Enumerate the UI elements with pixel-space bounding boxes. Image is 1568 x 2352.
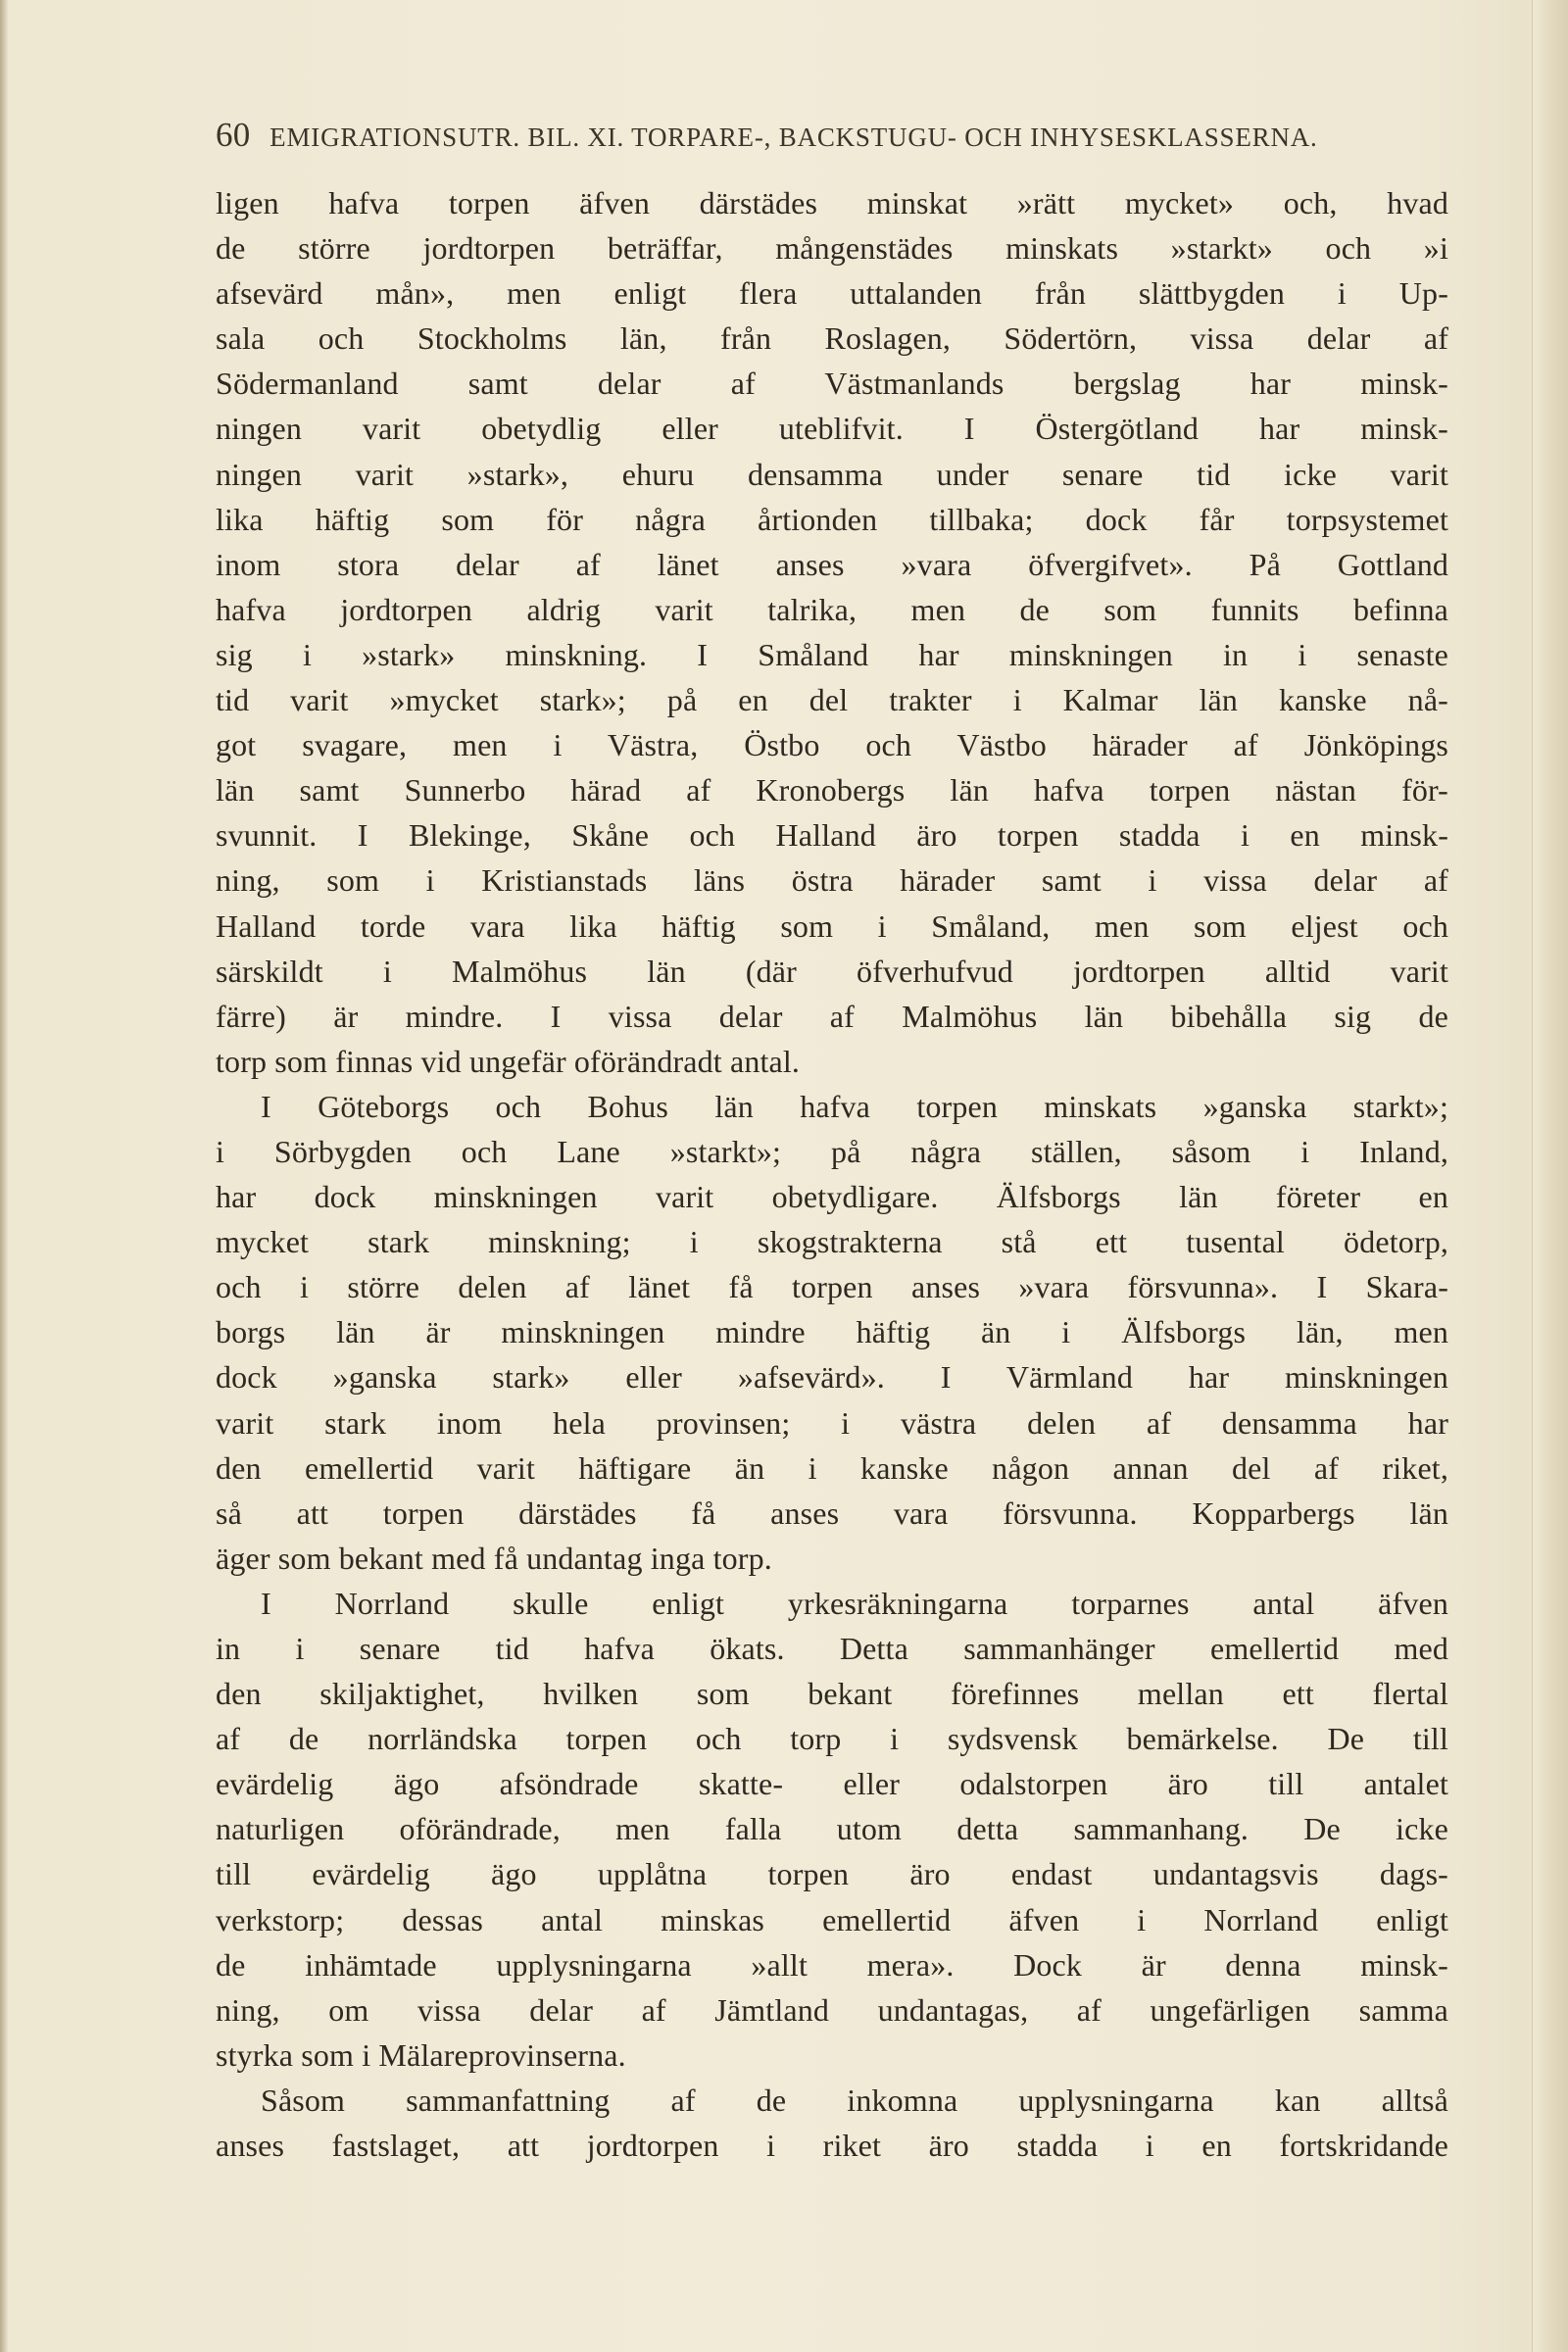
- text-line: styrka som i Mälareprovinserna.: [216, 2036, 626, 2073]
- text-line: inom stora delar af länet anses »vara öfvergifvet». På Gottland: [216, 546, 1448, 582]
- page-right-edge: [1532, 0, 1568, 2352]
- text-line: sig i »stark» minskning. I Småland har minskningen in i senaste: [216, 636, 1448, 672]
- text-line: anses fastslaget, att jordtorpen i riket äro stadda i en fortskridande: [216, 2128, 1448, 2164]
- text-line: mycket stark minskning; i skogstrakterna stå ett tusental ödetorp,: [216, 1224, 1448, 1260]
- text-line: ningen varit obetydlig eller uteblifvit. I Östergötland har minsk-: [216, 411, 1448, 447]
- text-line: dock »ganska stark» eller »afsevärd». I Värmland har minskningen: [216, 1359, 1448, 1396]
- text-line: af de norrländska torpen och torp i sydsvensk bemärkelse. De till: [216, 1721, 1448, 1757]
- text-line: den skiljaktighet, hvilken som bekant förefinnes mellan ett flertal: [216, 1676, 1448, 1712]
- text-line: tid varit »mycket stark»; på en del trakter i Kalmar län kanske nå-: [216, 682, 1448, 718]
- text-line: evärdelig ägo afsöndrade skatte- eller odalstorpen äro till antalet: [216, 1766, 1448, 1802]
- text-line: borgs län är minskningen mindre häftig än i Älfsborgs län, men: [216, 1314, 1448, 1350]
- text-line: I Norrland skulle enligt yrkesräkningarna torparnes antal äfven: [261, 1585, 1448, 1621]
- text-line: de större jordtorpen beträffar, mångenstädes minskats »starkt» och »i: [216, 230, 1448, 267]
- text-line: särskildt i Malmöhus län (där öfverhufvud jordtorpen alltid varit: [216, 953, 1448, 989]
- text-line: den emellertid varit häftigare än i kanske någon annan del af riket,: [216, 1449, 1448, 1486]
- text-line: län samt Sunnerbo härad af Kronobergs län hafva torpen nästan för-: [216, 772, 1448, 808]
- text-line: ligen hafva torpen äfven därstädes minskat »rätt mycket» och, hvad: [216, 185, 1448, 220]
- text-line: ning, som i Kristianstads läns östra härader samt i vissa delar af: [216, 862, 1448, 899]
- text-line: I Göteborgs och Bohus län hafva torpen minskats »ganska starkt»;: [261, 1088, 1448, 1124]
- text-line: varit stark inom hela provinsen; i västra delen af densamma har: [216, 1404, 1448, 1441]
- text-line: ning, om vissa delar af Jämtland undantagas, af ungefärligen samma: [216, 1991, 1448, 2028]
- text-line: till evärdelig ägo upplåtna torpen äro endast undantagsvis dags-: [216, 1856, 1448, 1892]
- text-line: lika häftig som för några årtionden tillbaka; dock får torpsystemet: [216, 501, 1448, 537]
- text-line: Såsom sammanfattning af de inkomna upplysningarna kan alltså: [261, 2082, 1448, 2118]
- body-text: [216, 180, 1448, 2199]
- text-line: naturligen oförändrade, men falla utom detta sammanhang. De icke: [216, 1811, 1448, 1847]
- text-line: i Sörbygden och Lane »starkt»; på några ställen, såsom i Inland,: [216, 1133, 1448, 1169]
- text-line: in i senare tid hafva ökats. Detta sammanhänger emellertid med: [216, 1631, 1448, 1666]
- text-line: och i större delen af länet få torpen anses »vara försvunna». I Skara-: [216, 1269, 1448, 1305]
- text-line: hafva jordtorpen aldrig varit talrika, men de som funnits befinna: [216, 591, 1448, 627]
- page-header: [216, 116, 1460, 155]
- text-line: de inhämtade upplysningarna »allt mera». Dock är denna minsk-: [216, 1946, 1448, 1983]
- text-line: äger som bekant med få undantag inga torp.: [216, 1540, 772, 1576]
- text-line: ningen varit »stark», ehuru densamma under senare tid icke varit: [216, 456, 1448, 492]
- text-line: got svagare, men i Västra, Östbo och Västbo härader af Jönköpings: [216, 727, 1448, 763]
- text-line: verkstorp; dessas antal minskas emellertid äfven i Norrland enligt: [216, 1901, 1448, 1937]
- page-left-edge: [0, 0, 8, 2352]
- text-line: torp som finnas vid ungefär oförändradt antal.: [216, 1043, 801, 1079]
- page-number: 60: [216, 116, 251, 154]
- text-line: har dock minskningen varit obetydligare. Älfsborgs län företer en: [216, 1179, 1448, 1215]
- text-line: så att torpen därstädes få anses vara försvunna. Kopparbergs län: [216, 1494, 1448, 1531]
- text-line: Halland torde vara lika häftig som i Småland, men som eljest och: [216, 907, 1448, 944]
- running-title: EMIGRATIONSUTR. BIL. XI. TORPARE-, BACKSTUGU- OCH INHYSESKLASSERNA.: [270, 122, 1318, 152]
- text-line: afsevärd mån», men enligt flera uttalanden från slättbygden i Up-: [216, 275, 1448, 312]
- text-line: svunnit. I Blekinge, Skåne och Halland äro torpen stadda i en minsk-: [216, 817, 1448, 854]
- text-line: Södermanland samt delar af Västmanlands bergslag har minsk-: [216, 366, 1448, 402]
- text-line: sala och Stockholms län, från Roslagen, Södertörn, vissa delar af: [216, 320, 1448, 357]
- text-line: färre) är mindre. I vissa delar af Malmöhus län bibehålla sig de: [216, 998, 1448, 1034]
